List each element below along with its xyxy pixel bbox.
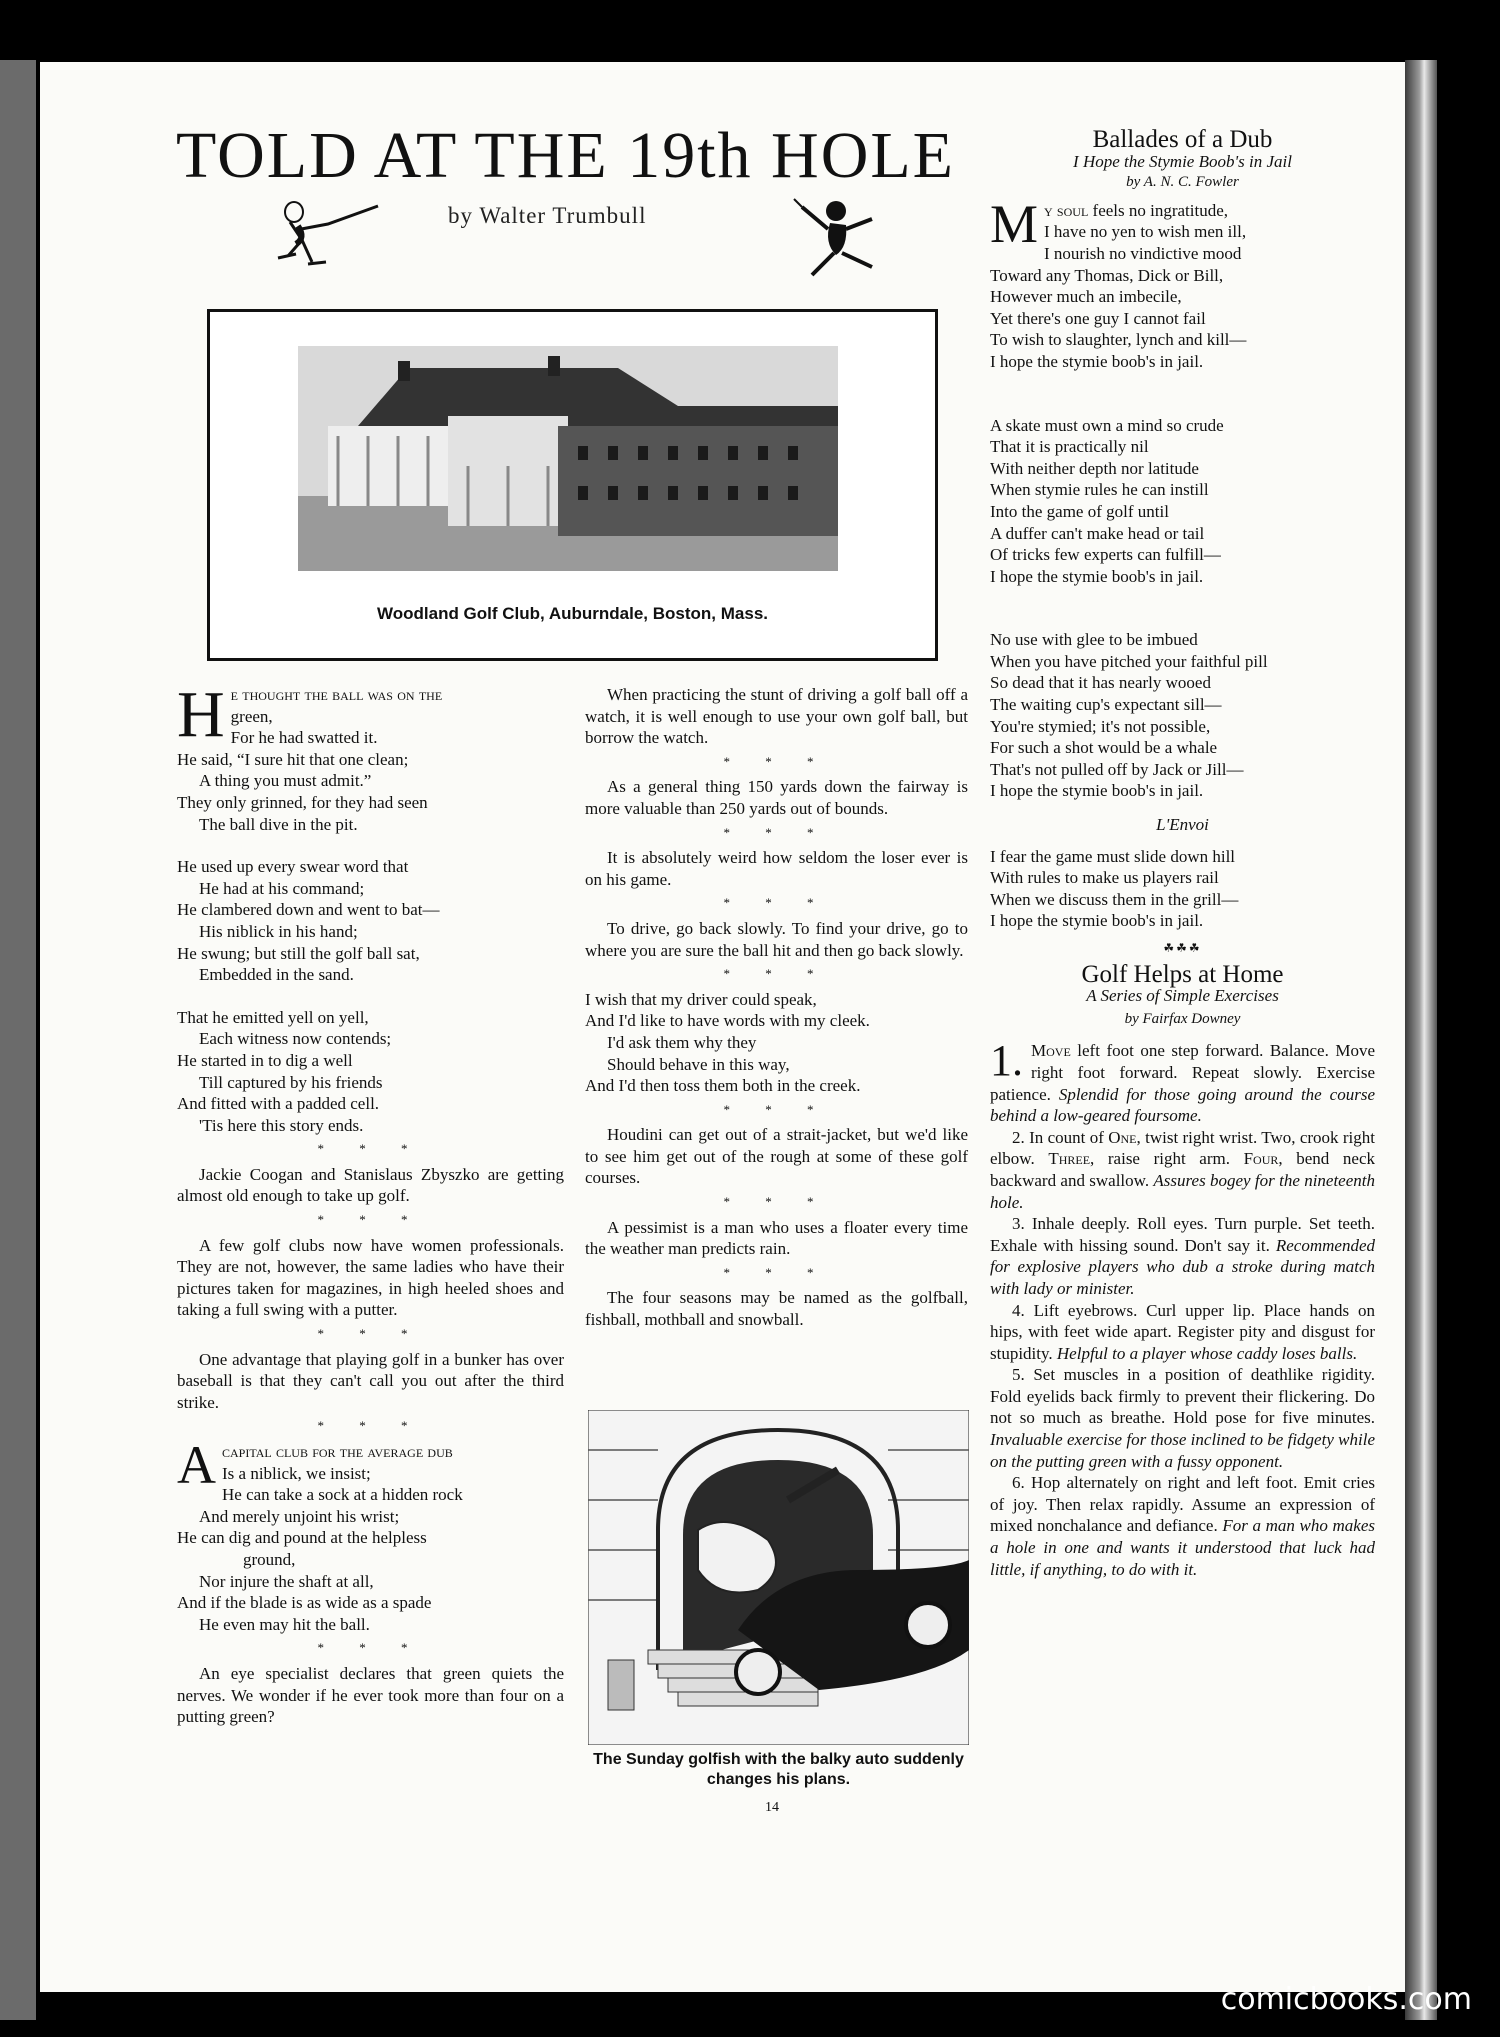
exercise-2 bbox=[990, 1127, 1375, 1213]
column-middle bbox=[585, 684, 968, 1331]
ballade-author: by A. N. C. Fowler bbox=[1126, 174, 1239, 191]
paragraph-women-pros: A few golf clubs now have women professionals. They are not, however, the same ladies who have their pictures taken for magazines, in high heeled shoes and taking a full swing with a putter. bbox=[177, 1235, 564, 1320]
poem1-line: Till captured by his friends bbox=[199, 1072, 383, 1092]
section-divider: * * * bbox=[317, 1326, 424, 1342]
cartoon-caption: The Sunday golfish with the balky auto suddenly changes his plans. bbox=[593, 1751, 964, 1788]
exercise-1-remark: Splendid for those going around the course behind a low-geared foursome. bbox=[990, 1084, 1375, 1126]
envoi-heading: L'Envoi bbox=[1156, 815, 1209, 835]
exercise-4 bbox=[990, 1300, 1375, 1365]
article-title: TOLD AT THE 19th HOLE bbox=[176, 119, 955, 192]
exercise-1-number: 1. bbox=[990, 1036, 1023, 1086]
ballade-line: No use with glee to be imbued bbox=[990, 630, 1198, 650]
poem1-line: Each witness now contends; bbox=[199, 1029, 392, 1049]
column-left bbox=[177, 678, 564, 1728]
poem1-line: He said, “I sure hit that one clean; bbox=[177, 749, 409, 769]
ballade-line: I nourish no vindictive mood bbox=[1044, 243, 1242, 263]
limerick-line: And I'd like to have words with my cleek. bbox=[585, 1011, 870, 1031]
ballade-line: You're stymied; it's not possible, bbox=[990, 716, 1211, 736]
poem1-line: He used up every swear word that bbox=[177, 857, 409, 877]
poem2-line: He can dig and pound at the helpless bbox=[177, 1528, 427, 1548]
ballade-dropcap: M bbox=[990, 193, 1039, 254]
binding-gutter bbox=[1405, 60, 1437, 2020]
section-divider: * * * bbox=[317, 1640, 424, 1656]
exercise-2-count: One bbox=[1108, 1127, 1137, 1147]
exercise-5-remark: Invaluable exercise for those inclined to be fidgety while on the putting green with a fussy opponent. bbox=[990, 1430, 1375, 1471]
section-divider: * * * bbox=[317, 1418, 424, 1434]
exercise-5 bbox=[990, 1364, 1375, 1472]
section-divider: * * * bbox=[317, 1212, 424, 1228]
envoi-line: When we discuss them in the grill— bbox=[990, 889, 1239, 909]
ballade-line: I hope the stymie boob's in jail. bbox=[990, 781, 1204, 801]
section-divider: * * * bbox=[723, 1101, 830, 1117]
envoi-line: I fear the game must slide down hill bbox=[990, 846, 1236, 866]
envoi-line: With rules to make us players rail bbox=[990, 868, 1219, 888]
ornament-divider: ☘☘☘ bbox=[1163, 941, 1202, 955]
poem2-line: ground, bbox=[243, 1549, 296, 1569]
ballade-line: With neither depth nor latitude bbox=[990, 458, 1199, 478]
ballade-line: When stymie rules he can instill bbox=[990, 480, 1209, 500]
paragraph-coogan: Jackie Coogan and Stanislaus Zbyszko are getting almost old enough to take up golf. bbox=[177, 1164, 564, 1206]
exercise-5-text: 5. Set muscles in a position of deathlike rigidity. Fold eyelids back firmly to prevent their flickering. Do not so much as breathe. Hold pose for five minutes. bbox=[990, 1365, 1375, 1428]
paragraph-seasons: The four seasons may be named as the golfball, fishball, mothball and snowball. bbox=[585, 1288, 968, 1330]
limerick-line: And I'd then toss them both in the creek. bbox=[585, 1076, 861, 1096]
exercise-1 bbox=[990, 1036, 1375, 1126]
poem1-line: A thing you must admit.” bbox=[199, 771, 372, 791]
poem2-line: Nor injure the shaft at all, bbox=[199, 1571, 374, 1591]
poem1-line: And fitted with a padded cell. bbox=[177, 1094, 380, 1114]
poem1-line: His niblick in his hand; bbox=[199, 921, 358, 941]
page-number: 14 bbox=[765, 1800, 779, 1815]
exercise-3-text: 3. Inhale deeply. Roll eyes. Turn purple. Set teeth. Exhale with hissing sound. Don't say it. bbox=[990, 1214, 1375, 1255]
exercise-6-remark: For a man who makes a hole in one and wants it understood that luck had little, if anything, to do with it. bbox=[990, 1516, 1375, 1579]
poem1-line: The ball dive in the pit. bbox=[199, 814, 358, 834]
golfer-sketch-right bbox=[790, 193, 890, 285]
ballade-line: However much an imbecile, bbox=[990, 287, 1182, 307]
golfer-auto-cartoon bbox=[588, 1410, 969, 1745]
ballade-title: Ballades of a Dub bbox=[1092, 126, 1273, 153]
poem1-line: He had at his command; bbox=[199, 878, 365, 898]
exercise-2-text: , bend neck backward and swallow. bbox=[990, 1149, 1375, 1190]
paragraph-houdini: Houdini can get out of a strait-jacket, but we'd like to see him get out of the rough at some of these golf courses. bbox=[585, 1125, 968, 1188]
poem1-line: He started in to dig a well bbox=[177, 1050, 353, 1070]
ballade-line: I hope the stymie boob's in jail. bbox=[990, 351, 1204, 371]
section-divider: * * * bbox=[723, 753, 830, 769]
ballade-line: Into the game of golf until bbox=[990, 501, 1169, 521]
scan-left-edge bbox=[0, 60, 36, 2020]
poem1-line: For he had swatted it. bbox=[230, 728, 378, 748]
exercises bbox=[990, 1036, 1375, 1580]
exercise-2-text: , raise right arm. bbox=[1090, 1149, 1244, 1169]
ballade-line: The waiting cup's expectant sill— bbox=[990, 695, 1222, 715]
section-divider: * * * bbox=[723, 824, 830, 840]
poem1-line: e thought the ball was on the bbox=[230, 685, 443, 704]
poem2-line: And if the blade is as wide as a spade bbox=[177, 1593, 432, 1613]
ballade-line: So dead that it has nearly wooed bbox=[990, 673, 1211, 693]
ballade-line: I hope the stymie boob's in jail. bbox=[990, 566, 1204, 586]
clubhouse-photo bbox=[298, 346, 838, 571]
ballade-line: I have no yen to wish men ill, bbox=[1044, 222, 1247, 242]
ballade-line: For such a shot would be a whale bbox=[990, 738, 1218, 758]
ballade-line: Yet there's one guy I cannot fail bbox=[990, 308, 1206, 328]
poem1-dropcap: H bbox=[177, 678, 225, 751]
column-right bbox=[990, 126, 1375, 1580]
poem1-line: green, bbox=[230, 706, 273, 726]
exercise-1-text: left foot one step forward. Balance. Move right foot forward. Repeat slowly. Exercise patience. bbox=[990, 1041, 1375, 1104]
paragraph-eye-specialist: An eye specialist declares that green quiets the nerves. We wonder if he ever took more than four on a putting green? bbox=[177, 1663, 564, 1727]
poem1-line: They only grinned, for they had seen bbox=[177, 792, 428, 812]
exercise-2-text: 2. In count of bbox=[1012, 1127, 1109, 1147]
ballade-line: A duffer can't make head or tail bbox=[990, 523, 1205, 543]
ballade-line: When you have pitched your faithful pill bbox=[990, 651, 1268, 671]
poem1-line: He swung; but still the golf ball sat, bbox=[177, 943, 420, 963]
paragraph-drive: To drive, go back slowly. To find your drive, go to where you are sure the ball hit and then go back slowly. bbox=[585, 918, 968, 960]
ballade-line bbox=[990, 200, 1375, 222]
helps-subtitle: A Series of Simple Exercises bbox=[1086, 986, 1279, 1006]
exercise-1-lead: Move bbox=[1031, 1041, 1071, 1061]
poem2-line: capital club for the average dub bbox=[222, 1442, 453, 1461]
exercise-4-text: 4. Lift eyebrows. Curl upper lip. Place hands on hips, with feet wide apart. Register pity and disgust for stupidity. bbox=[990, 1300, 1375, 1363]
ballade-line: To wish to slaughter, lynch and kill— bbox=[990, 330, 1247, 350]
exercise-2-text: , twist right wrist. Two, crook right elbow. bbox=[990, 1127, 1375, 1169]
poem1-line: That he emitted yell on yell, bbox=[177, 1007, 369, 1027]
poem2-line: Is a niblick, we insist; bbox=[222, 1463, 371, 1483]
poem2-line: He can take a sock at a hidden rock bbox=[222, 1485, 463, 1505]
golfer-sketch-left bbox=[268, 196, 386, 272]
limerick-line: I'd ask them why they bbox=[607, 1032, 757, 1052]
limerick-line: Should behave in this way, bbox=[607, 1054, 790, 1074]
exercise-4-remark: Helpful to a player whose caddy loses balls. bbox=[1056, 1343, 1358, 1363]
exercise-3 bbox=[990, 1213, 1375, 1299]
exercise-3-remark: Recommended for explosive players who dub a stroke during match with lady or minister. bbox=[990, 1235, 1375, 1298]
poem2-line: He even may hit the ball. bbox=[199, 1614, 370, 1634]
limerick-line: I wish that my driver could speak, bbox=[585, 989, 817, 1009]
photo-caption: Woodland Golf Club, Auburndale, Boston, Mass. bbox=[377, 604, 768, 623]
section-divider: * * * bbox=[723, 895, 830, 911]
exercise-2-count: Three bbox=[1048, 1149, 1091, 1169]
ballade-line: Toward any Thomas, Dick or Bill, bbox=[990, 265, 1224, 285]
section-divider: * * * bbox=[723, 1264, 830, 1280]
paragraph-yards: As a general thing 150 yards down the fairway is more valuable than 250 yards out of bounds. bbox=[585, 777, 968, 818]
poem1-line: He clambered down and went to bat— bbox=[177, 900, 440, 920]
ballade-line: That's not pulled off by Jack or Jill— bbox=[990, 759, 1244, 779]
poem2-line: And merely unjoint his wrist; bbox=[199, 1506, 400, 1526]
section-divider: * * * bbox=[317, 1141, 424, 1157]
photo-frame bbox=[207, 309, 938, 661]
paragraph-loser: It is absolutely weird how seldom the loser ever is on his game. bbox=[585, 848, 968, 889]
poem1-line: Embedded in the sand. bbox=[199, 965, 354, 985]
helps-title: Golf Helps at Home bbox=[1081, 960, 1284, 988]
exercise-6 bbox=[990, 1472, 1375, 1580]
paragraph-pessimist: A pessimist is a man who uses a floater every time the weather man predicts rain. bbox=[585, 1217, 968, 1259]
section-divider: * * * bbox=[723, 966, 830, 982]
paragraph-bunker: One advantage that playing golf in a bunker has over baseball is that they can't call you out after the third strike. bbox=[177, 1349, 564, 1412]
ballade-text: feels no ingratitude, bbox=[1088, 200, 1229, 220]
poem1-line: 'Tis here this story ends. bbox=[199, 1115, 364, 1135]
ballade-subtitle: I Hope the Stymie Boob's in Jail bbox=[1073, 151, 1292, 171]
envoi-line: I hope the stymie boob's in jail. bbox=[990, 911, 1204, 931]
poem2-dropcap: A bbox=[177, 1435, 216, 1495]
paragraph-watch: When practicing the stunt of driving a golf ball off a watch, it is well enough to use your own golf ball, but borrow the watch. bbox=[585, 685, 968, 748]
helps-author: by Fairfax Downey bbox=[1124, 1010, 1241, 1027]
site-watermark: comicbooks.com bbox=[1220, 1982, 1472, 2017]
ballade-line: That it is practically nil bbox=[990, 437, 1149, 457]
section-divider: * * * bbox=[723, 1194, 830, 1210]
ballade-smallcaps: y soul bbox=[1044, 200, 1089, 220]
ballade-line: A skate must own a mind so crude bbox=[990, 415, 1224, 435]
exercise-2-count: Four bbox=[1243, 1149, 1279, 1169]
exercise-6-text: 6. Hop alternately on right and left foot. Emit cries of joy. Then relax rapidly. Assume an expression of mixed nonchalance and defiance. bbox=[990, 1473, 1375, 1536]
exercise-2-remark: Assures bogey for the nineteenth hole. bbox=[990, 1170, 1375, 1212]
ballade-line: Of tricks few experts can fulfill— bbox=[990, 545, 1221, 565]
article-byline: by Walter Trumbull bbox=[448, 203, 647, 228]
